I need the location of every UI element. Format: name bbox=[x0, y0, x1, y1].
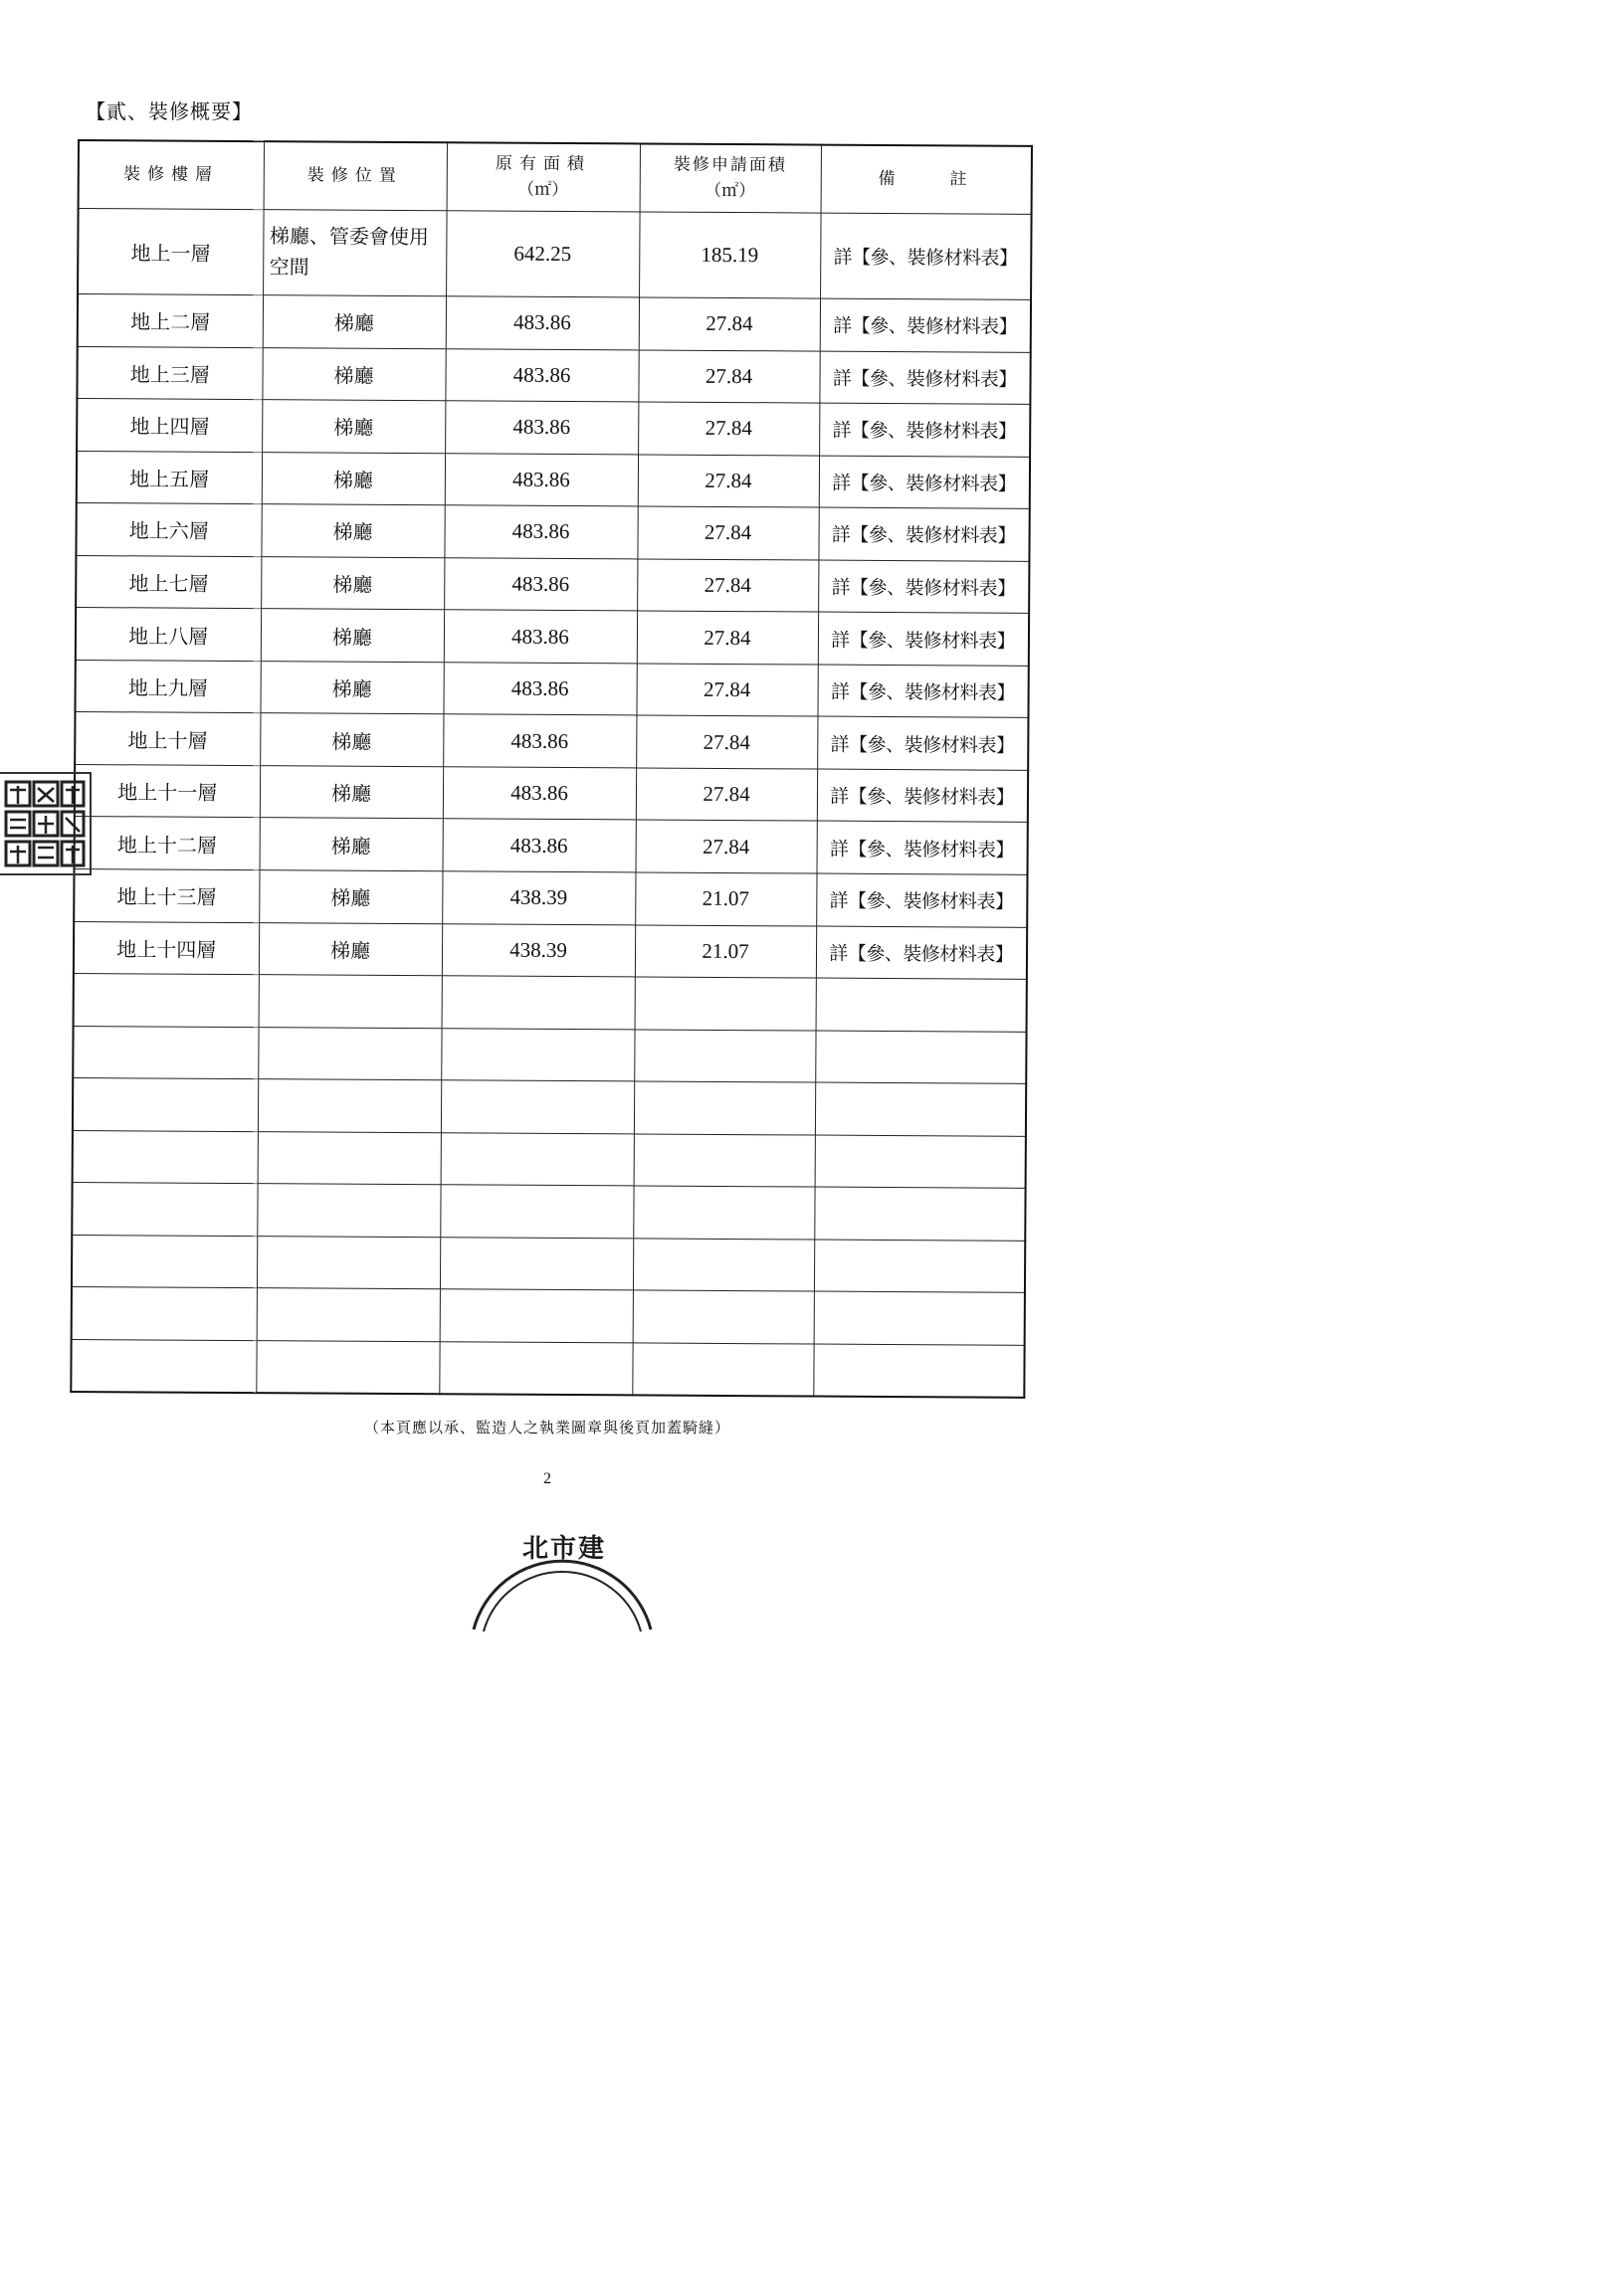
table-row bbox=[77, 451, 1030, 508]
blank-table-row bbox=[72, 1287, 1025, 1345]
floor-cell: 地上十層 bbox=[75, 712, 260, 766]
applied-area-cell: 27.84 bbox=[637, 611, 818, 665]
blank-cell bbox=[813, 1344, 1024, 1398]
applied-area-cell: 27.84 bbox=[636, 715, 817, 769]
blank-table-row bbox=[73, 1078, 1026, 1136]
remarks-cell: 詳【參、裝修材料表】 bbox=[819, 351, 1030, 405]
original-area-cell: 483.86 bbox=[445, 401, 638, 455]
section-heading: 【貳、裝修概要】 bbox=[86, 99, 253, 123]
table-row bbox=[75, 764, 1028, 822]
blank-cell bbox=[257, 1236, 440, 1289]
applied-area-cell: 185.19 bbox=[639, 212, 821, 298]
applied-area-cell: 27.84 bbox=[639, 297, 820, 351]
header-original-area-label: 原有面積 bbox=[495, 153, 591, 175]
floor-cell: 地上二層 bbox=[78, 293, 263, 347]
table-row bbox=[78, 208, 1032, 299]
blank-cell bbox=[72, 1235, 257, 1288]
remarks-cell: 詳【參、裝修材料表】 bbox=[820, 213, 1032, 300]
blank-cell bbox=[73, 1026, 258, 1079]
blank-cell bbox=[632, 1343, 813, 1397]
location-cell: 梯廳 bbox=[262, 347, 445, 401]
blank-cell bbox=[442, 976, 635, 1030]
blank-cell bbox=[258, 1027, 441, 1080]
table-row bbox=[77, 399, 1030, 457]
floor-cell: 地上四層 bbox=[77, 399, 262, 453]
location-cell: 梯廳 bbox=[260, 766, 443, 820]
blank-cell bbox=[816, 978, 1027, 1032]
blank-cell bbox=[72, 1183, 257, 1237]
blank-table-row bbox=[74, 974, 1027, 1032]
table-row bbox=[76, 608, 1029, 666]
blank-cell bbox=[73, 1078, 258, 1132]
blank-cell bbox=[633, 1239, 814, 1292]
floor-cell: 地上十二層 bbox=[75, 817, 260, 870]
seal-text: 北市建 bbox=[521, 1534, 606, 1564]
header-original-area bbox=[447, 142, 640, 211]
applied-area-cell: 27.84 bbox=[636, 820, 817, 873]
applied-area-cell: 21.07 bbox=[635, 872, 816, 926]
remarks-cell: 詳【參、裝修材料表】 bbox=[818, 612, 1029, 666]
blank-cell bbox=[814, 1291, 1025, 1345]
table-row bbox=[76, 503, 1029, 561]
location-cell: 梯廳 bbox=[260, 713, 443, 767]
blank-cell bbox=[257, 1288, 440, 1342]
original-area-cell: 483.86 bbox=[443, 767, 636, 821]
blank-cell bbox=[815, 1082, 1026, 1136]
original-area-cell: 483.86 bbox=[443, 819, 636, 872]
architect-seal-stamp bbox=[468, 1520, 657, 1639]
floor-cell: 地上十一層 bbox=[75, 764, 260, 818]
location-cell: 梯廳 bbox=[262, 400, 445, 454]
blank-cell bbox=[71, 1339, 256, 1393]
header-applied-area bbox=[640, 143, 821, 212]
location-cell: 梯廳 bbox=[260, 661, 443, 714]
remarks-cell: 詳【參、裝修材料表】 bbox=[819, 403, 1030, 457]
remarks-cell: 詳【參、裝修材料表】 bbox=[816, 926, 1027, 980]
table-row bbox=[77, 346, 1030, 404]
blank-cell bbox=[73, 1130, 258, 1184]
blank-cell bbox=[256, 1341, 439, 1395]
blank-cell bbox=[441, 1080, 634, 1134]
remarks-cell: 詳【參、裝修材料表】 bbox=[820, 298, 1031, 352]
binding-seal-icon bbox=[2, 776, 88, 871]
blank-cell bbox=[74, 974, 259, 1028]
blank-table-row bbox=[71, 1339, 1024, 1397]
blank-cell bbox=[440, 1289, 633, 1343]
blank-cell bbox=[814, 1240, 1025, 1293]
floor-cell: 地上三層 bbox=[77, 346, 262, 400]
table-row bbox=[75, 660, 1028, 717]
location-cell: 梯廳 bbox=[259, 922, 442, 976]
blank-cell bbox=[633, 1290, 814, 1344]
blank-cell bbox=[441, 1028, 634, 1081]
blank-cell bbox=[257, 1184, 440, 1238]
original-area-cell: 483.86 bbox=[445, 348, 638, 402]
blank-cell bbox=[815, 1135, 1026, 1189]
blank-cell bbox=[72, 1287, 257, 1341]
renovation-summary-table-frame bbox=[70, 139, 1031, 1399]
applied-area-cell: 27.84 bbox=[638, 455, 819, 508]
original-area-cell: 483.86 bbox=[444, 505, 637, 559]
blank-table-row bbox=[73, 1130, 1026, 1188]
table-row bbox=[74, 921, 1027, 979]
blank-cell bbox=[635, 977, 816, 1031]
floor-cell: 地上八層 bbox=[76, 608, 261, 662]
applied-area-cell: 27.84 bbox=[637, 506, 818, 560]
blank-cell bbox=[634, 1030, 815, 1083]
location-cell: 梯廳 bbox=[262, 452, 445, 505]
table-header-row bbox=[79, 140, 1032, 214]
renovation-summary-table bbox=[70, 139, 1033, 1399]
header-applied-area-label: 裝修申請面積 bbox=[673, 154, 787, 176]
binding-seal-stamp bbox=[0, 772, 92, 875]
original-area-cell: 483.86 bbox=[444, 557, 637, 611]
floor-cell: 地上一層 bbox=[78, 208, 264, 294]
location-cell: 梯廳 bbox=[260, 818, 443, 871]
location-cell: 梯廳 bbox=[261, 609, 444, 663]
remarks-cell: 詳【參、裝修材料表】 bbox=[817, 665, 1028, 718]
location-cell: 梯廳、管委會使用空間 bbox=[263, 209, 447, 295]
blank-cell bbox=[440, 1185, 633, 1239]
header-floor: 裝修樓層 bbox=[79, 140, 264, 209]
remarks-cell: 詳【參、裝修材料表】 bbox=[817, 821, 1028, 874]
blank-table-row bbox=[73, 1026, 1026, 1083]
remarks-cell: 詳【參、裝修材料表】 bbox=[818, 507, 1029, 561]
applied-area-cell: 27.84 bbox=[638, 402, 819, 456]
original-area-cell: 483.86 bbox=[444, 610, 637, 664]
applied-area-cell: 27.84 bbox=[638, 349, 819, 403]
table-row bbox=[78, 293, 1031, 351]
remarks-cell: 詳【參、裝修材料表】 bbox=[818, 560, 1029, 614]
blank-table-row bbox=[72, 1235, 1025, 1292]
original-area-cell: 483.86 bbox=[445, 453, 638, 506]
original-area-cell: 438.39 bbox=[442, 923, 635, 977]
blank-table-row bbox=[72, 1183, 1025, 1241]
applied-area-cell: 21.07 bbox=[635, 924, 816, 978]
remarks-cell: 詳【參、裝修材料表】 bbox=[816, 873, 1027, 927]
floor-cell: 地上十三層 bbox=[74, 868, 259, 922]
blank-cell bbox=[633, 1186, 814, 1240]
header-applied-area-unit: （㎡） bbox=[705, 181, 756, 201]
floor-cell: 地上十四層 bbox=[74, 921, 259, 975]
footnote: （本頁應以承、監造人之執業圖章與後頁加蓋騎縫） bbox=[363, 1419, 730, 1436]
header-remarks: 備 註 bbox=[821, 145, 1032, 214]
page-number: 2 bbox=[543, 1470, 551, 1487]
table-row bbox=[75, 817, 1028, 874]
blank-cell bbox=[441, 1132, 634, 1186]
blank-cell bbox=[815, 1031, 1026, 1084]
location-cell: 梯廳 bbox=[263, 295, 446, 349]
location-cell: 梯廳 bbox=[259, 870, 442, 924]
blank-cell bbox=[439, 1342, 632, 1396]
blank-cell bbox=[814, 1187, 1025, 1241]
original-area-cell: 483.86 bbox=[446, 296, 639, 350]
location-cell: 梯廳 bbox=[261, 556, 444, 610]
original-area-cell: 642.25 bbox=[446, 210, 640, 296]
applied-area-cell: 27.84 bbox=[637, 559, 818, 613]
remarks-cell: 詳【參、裝修材料表】 bbox=[817, 716, 1028, 770]
original-area-cell: 483.86 bbox=[443, 663, 636, 716]
blank-cell bbox=[258, 1079, 441, 1133]
applied-area-cell: 27.84 bbox=[636, 664, 817, 717]
blank-cell bbox=[440, 1238, 633, 1291]
blank-cell bbox=[258, 1131, 441, 1185]
location-cell: 梯廳 bbox=[261, 504, 444, 558]
floor-cell: 地上七層 bbox=[76, 555, 261, 609]
remarks-cell: 詳【參、裝修材料表】 bbox=[817, 769, 1028, 823]
original-area-cell: 438.39 bbox=[442, 871, 635, 925]
blank-cell bbox=[634, 1134, 815, 1188]
floor-cell: 地上五層 bbox=[77, 451, 262, 504]
table-row bbox=[76, 555, 1029, 613]
header-location: 裝修位置 bbox=[264, 141, 447, 210]
table-row bbox=[75, 712, 1028, 770]
table-row bbox=[74, 868, 1027, 926]
floor-cell: 地上六層 bbox=[76, 503, 261, 557]
blank-cell bbox=[634, 1081, 815, 1135]
remarks-cell: 詳【參、裝修材料表】 bbox=[819, 456, 1030, 509]
blank-cell bbox=[259, 975, 442, 1029]
floor-cell: 地上九層 bbox=[75, 660, 260, 713]
applied-area-cell: 27.84 bbox=[636, 768, 817, 822]
header-original-area-unit: （㎡） bbox=[517, 180, 569, 200]
original-area-cell: 483.86 bbox=[443, 714, 636, 768]
